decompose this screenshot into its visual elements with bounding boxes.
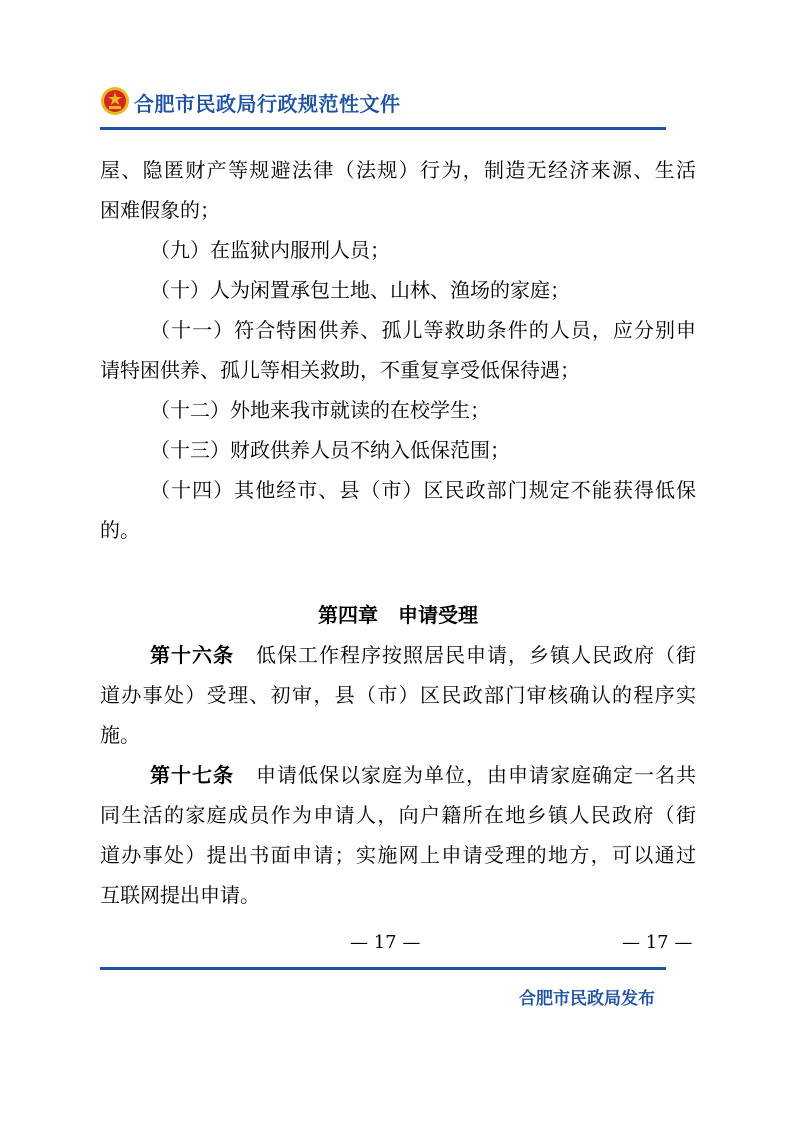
national-emblem-icon: [100, 86, 130, 116]
article-16-line: [100, 635, 696, 675]
body-line: （十二）外地来我市就读的在校学生；: [150, 398, 490, 422]
header-divider: [100, 127, 666, 130]
body-line: （十）人为闲置承包土地、山林、渔场的家庭；: [150, 278, 570, 302]
header-title: 合肥市民政局行政规范性文件: [134, 92, 401, 116]
article-text: 低保工作程序按照居民申请，乡镇人民政府（街: [256, 643, 696, 667]
article-17-line: 互联网提出申请。: [100, 883, 260, 907]
article-text: 申请低保以家庭为单位，由申请家庭确定一名共: [256, 763, 696, 787]
footer-divider: [100, 967, 666, 970]
body-line: （九）在监狱内服刑人员；: [150, 238, 390, 262]
body-line: 的。: [100, 518, 140, 542]
body-line: 困难假象的；: [100, 198, 220, 222]
page-number: — 17 —: [350, 932, 421, 953]
article-17-line: 道办事处）提出书面申请；实施网上申请受理的地方，可以通过: [100, 843, 696, 867]
article-17-line: 同生活的家庭成员作为申请人，向户籍所在地乡镇人民政府（街: [100, 803, 696, 827]
chapter-heading: 第四章 申请受理: [318, 603, 478, 627]
body-line: 屋、隐匿财产等规避法律（法规）行为，制造无经济来源、生活: [100, 158, 696, 182]
document-header: [100, 80, 666, 130]
document-body: [100, 150, 696, 915]
article-16-line: 道办事处）受理、初审，县（市）区民政部门审核确认的程序实: [100, 683, 696, 707]
body-line: （十三）财政供养人员不纳入低保范围；: [150, 438, 510, 462]
article-16-line: 施。: [100, 723, 140, 747]
publisher-label: 合肥市民政局发布: [519, 989, 655, 1009]
body-line: （十四）其他经市、县（市）区民政部门规定不能获得低保: [150, 478, 696, 502]
article-17-line: [100, 755, 696, 795]
body-line: （十一）符合特困供养、孤儿等救助条件的人员，应分别申: [150, 318, 696, 342]
article-label: 第十六条: [150, 643, 234, 667]
article-label: 第十七条: [150, 763, 234, 787]
body-line: 请特困供养、孤儿等相关救助，不重复享受低保待遇；: [100, 358, 580, 382]
page-number-right: — 17 —: [622, 932, 693, 953]
